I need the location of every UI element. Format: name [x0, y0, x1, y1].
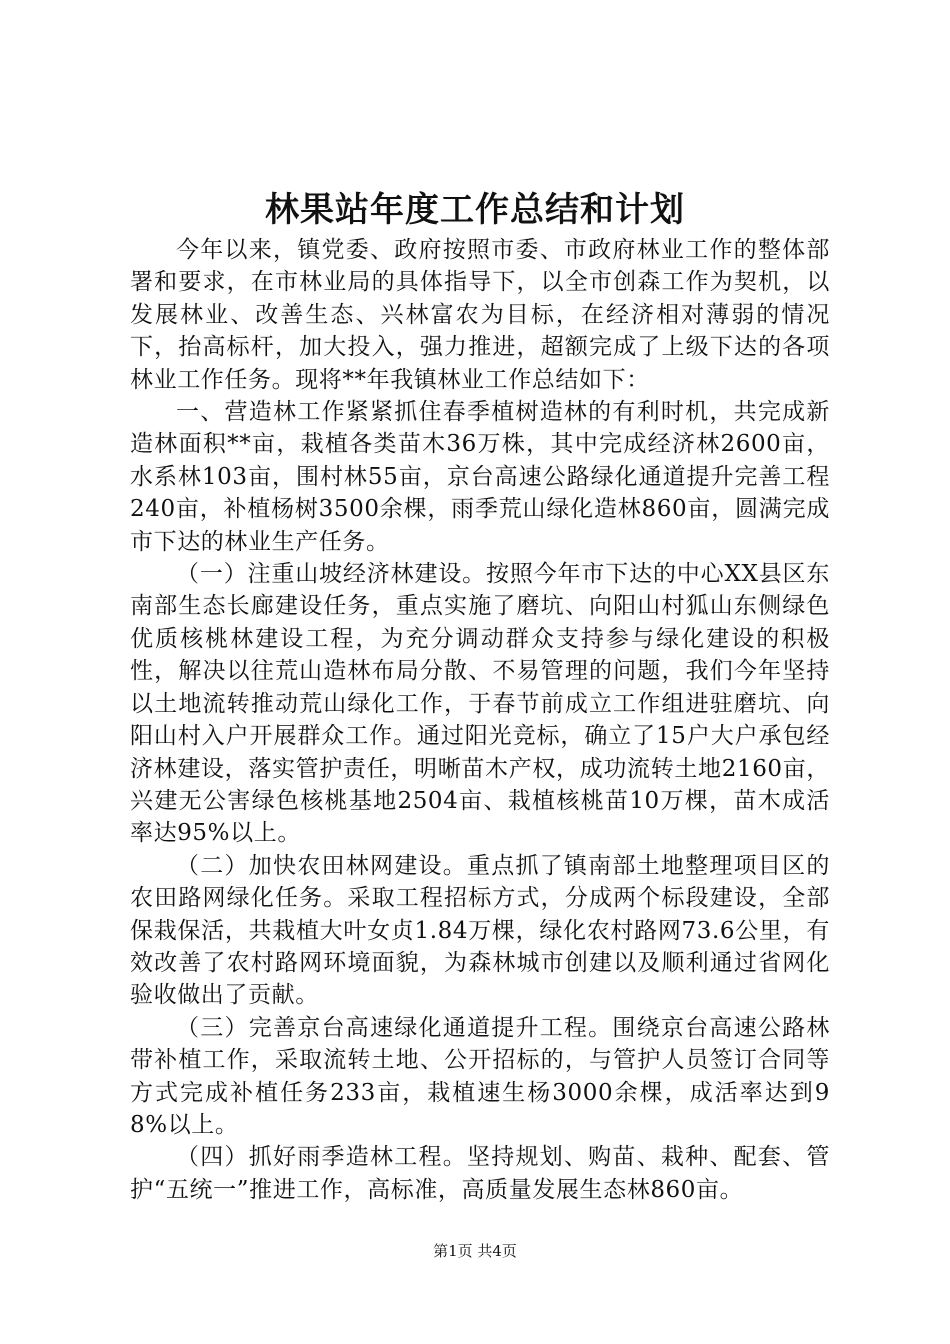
document-body [130, 234, 830, 1206]
document-title: 林果站年度工作总结和计划 [265, 190, 685, 230]
paragraph-subsection-1: （一）注重山坡经济林建设。按照今年市下达的中心XX县区东南部生态长廊建设任务，重点实施了磨坑、向阳山村狐山东侧绿色优质核桃林建设工程，为充分调动群众支持参与绿化建设的积极性，解决以往荒山造林布局分散、不易管理的问题，我们今年坚持以土地流转推动荒山绿化工作，于春节前成立工作组进驻磨坑、向阳山村入户开展群众工作。通过阳光竞标，确立了15户大户承包经济林建设，落实管护责任，明晰苗木产权，成功流转土地2160亩，兴建无公害绿色核桃基地2504亩、栽植核桃苗10万棵，苗木成活率达95%以上。 [130, 561, 830, 847]
paragraph-subsection-3: （三）完善京台高速绿化通道提升工程。围绕京台高速公路林带补植工作，采取流转土地、公开招标的，与管护人员签订合同等方式完成补植任务233亩，栽植速生杨3000余棵，成活率达到98%以上。 [130, 1014, 830, 1138]
paragraph-subsection-4: （四）抓好雨季造林工程。坚持规划、购苗、栽种、配套、管护“五统一”推进工作，高标准，高质量发展生态林860亩。 [130, 1144, 830, 1203]
paragraph-intro: 今年以来，镇党委、政府按照市委、市政府林业工作的整体部署和要求，在市林业局的具体指导下，以全市创森工作为契机，以发展林业、改善生态、兴林富农为目标，在经济相对薄弱的情况下，抬高标杆，加大投入，强力推进，超额完成了上级下达的各项林业工作任务。现将**年我镇林业工作总结如下： [130, 237, 830, 393]
paragraph-subsection-2: （二）加快农田林网建设。重点抓了镇南部土地整理项目区的农田路网绿化任务。采取工程招标方式，分成两个标段建设，全部保栽保活，共栽植大叶女贞1.84万棵，绿化农村路网73.6公里，有效改善了农村路网环境面貌，为森林城市创建以及顺利通过省网化验收做出了贡献。 [130, 852, 830, 1009]
page-footer: 第1页 共4页 [433, 1242, 517, 1260]
paragraph-section-1: 一、营造林工作紧紧抓住春季植树造林的有利时机，共完成新造林面积**亩，栽植各类苗木36万株，其中完成经济林2600亩，水系林103亩，围村林55亩，京台高速公路绿化通道提升完善工程240亩，补植杨树3500余棵，雨季荒山绿化造林860亩，圆满完成市下达的林业生产任务。 [130, 399, 830, 555]
